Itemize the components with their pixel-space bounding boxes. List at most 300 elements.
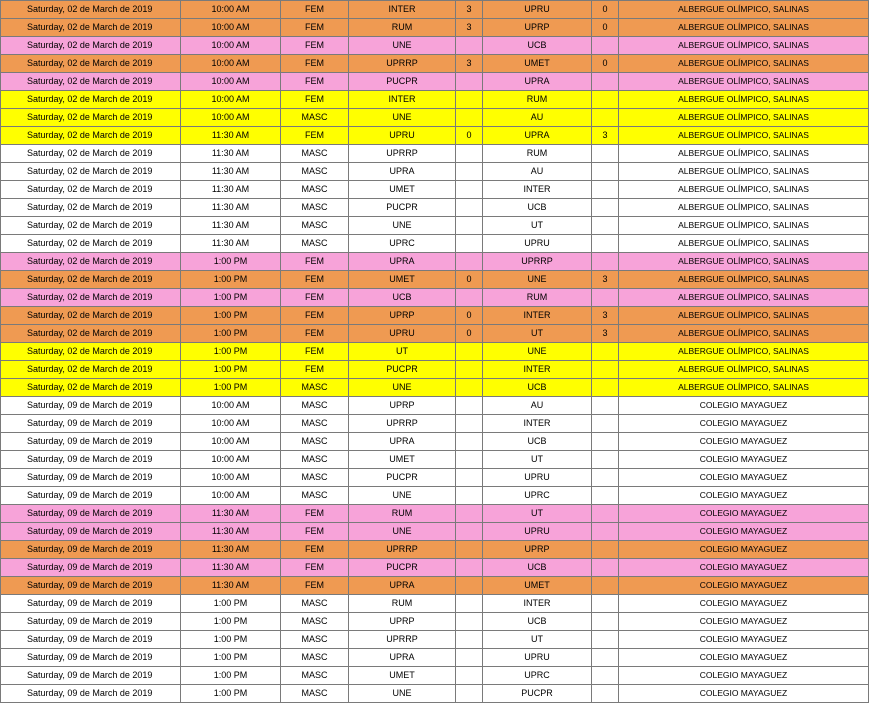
away-team-cell[interactable]: UPRC [483,667,592,685]
home-score-cell[interactable] [456,361,483,379]
home-team-cell[interactable]: UPRA [349,433,456,451]
date-cell[interactable]: Saturday, 02 de March de 2019 [1,325,181,343]
date-cell[interactable]: Saturday, 02 de March de 2019 [1,73,181,91]
date-cell[interactable]: Saturday, 09 de March de 2019 [1,487,181,505]
home-score-cell[interactable] [456,595,483,613]
time-cell[interactable]: 11:30 AM [181,559,281,577]
venue-cell[interactable]: COLEGIO MAYAGUEZ [619,541,869,559]
away-team-cell[interactable]: UT [483,451,592,469]
date-cell[interactable]: Saturday, 02 de March de 2019 [1,181,181,199]
gender-cell[interactable]: MASC [281,631,349,649]
home-score-cell[interactable]: 3 [456,1,483,19]
venue-cell[interactable]: ALBERGUE OLÍMPICO, SALINAS [619,199,869,217]
home-score-cell[interactable] [456,73,483,91]
gender-cell[interactable]: MASC [281,469,349,487]
time-cell[interactable]: 11:30 AM [181,217,281,235]
away-team-cell[interactable]: INTER [483,181,592,199]
venue-cell[interactable]: COLEGIO MAYAGUEZ [619,649,869,667]
home-score-cell[interactable] [456,559,483,577]
home-team-cell[interactable]: PUCPR [349,559,456,577]
home-team-cell[interactable]: RUM [349,505,456,523]
gender-cell[interactable]: MASC [281,199,349,217]
venue-cell[interactable]: ALBERGUE OLÍMPICO, SALINAS [619,271,869,289]
gender-cell[interactable]: FEM [281,37,349,55]
venue-cell[interactable]: COLEGIO MAYAGUEZ [619,487,869,505]
away-team-cell[interactable]: UPRU [483,1,592,19]
away-score-cell[interactable] [592,181,619,199]
date-cell[interactable]: Saturday, 09 de March de 2019 [1,505,181,523]
away-team-cell[interactable]: UPRP [483,541,592,559]
venue-cell[interactable]: COLEGIO MAYAGUEZ [619,433,869,451]
away-score-cell[interactable] [592,505,619,523]
time-cell[interactable]: 11:30 AM [181,505,281,523]
home-team-cell[interactable]: UPRC [349,235,456,253]
home-score-cell[interactable]: 3 [456,19,483,37]
home-team-cell[interactable]: RUM [349,19,456,37]
venue-cell[interactable]: COLEGIO MAYAGUEZ [619,577,869,595]
away-score-cell[interactable] [592,523,619,541]
away-score-cell[interactable] [592,631,619,649]
date-cell[interactable]: Saturday, 02 de March de 2019 [1,199,181,217]
date-cell[interactable]: Saturday, 09 de March de 2019 [1,415,181,433]
home-score-cell[interactable] [456,523,483,541]
home-score-cell[interactable] [456,649,483,667]
gender-cell[interactable]: MASC [281,163,349,181]
time-cell[interactable]: 10:00 AM [181,451,281,469]
home-team-cell[interactable]: UNE [349,379,456,397]
away-score-cell[interactable]: 3 [592,127,619,145]
time-cell[interactable]: 1:00 PM [181,289,281,307]
gender-cell[interactable]: FEM [281,271,349,289]
away-team-cell[interactable]: AU [483,163,592,181]
date-cell[interactable]: Saturday, 09 de March de 2019 [1,631,181,649]
venue-cell[interactable]: COLEGIO MAYAGUEZ [619,451,869,469]
away-score-cell[interactable] [592,109,619,127]
time-cell[interactable]: 10:00 AM [181,415,281,433]
home-team-cell[interactable]: UPRRP [349,631,456,649]
home-score-cell[interactable] [456,235,483,253]
home-score-cell[interactable] [456,181,483,199]
venue-cell[interactable]: ALBERGUE OLÍMPICO, SALINAS [619,145,869,163]
home-team-cell[interactable]: UPRRP [349,55,456,73]
away-team-cell[interactable]: UCB [483,37,592,55]
time-cell[interactable]: 1:00 PM [181,685,281,703]
date-cell[interactable]: Saturday, 09 de March de 2019 [1,469,181,487]
home-score-cell[interactable]: 0 [456,127,483,145]
away-team-cell[interactable]: RUM [483,289,592,307]
home-score-cell[interactable] [456,685,483,703]
time-cell[interactable]: 11:30 AM [181,541,281,559]
home-score-cell[interactable]: 0 [456,307,483,325]
venue-cell[interactable]: ALBERGUE OLÍMPICO, SALINAS [619,127,869,145]
home-team-cell[interactable]: UPRA [349,253,456,271]
gender-cell[interactable]: FEM [281,325,349,343]
away-score-cell[interactable] [592,361,619,379]
away-team-cell[interactable]: UPRU [483,235,592,253]
home-team-cell[interactable]: INTER [349,1,456,19]
date-cell[interactable]: Saturday, 09 de March de 2019 [1,613,181,631]
away-score-cell[interactable] [592,451,619,469]
gender-cell[interactable]: MASC [281,397,349,415]
away-score-cell[interactable] [592,253,619,271]
venue-cell[interactable]: COLEGIO MAYAGUEZ [619,595,869,613]
away-team-cell[interactable]: UMET [483,577,592,595]
time-cell[interactable]: 1:00 PM [181,667,281,685]
gender-cell[interactable]: FEM [281,523,349,541]
away-score-cell[interactable] [592,649,619,667]
away-score-cell[interactable] [592,559,619,577]
home-score-cell[interactable] [456,415,483,433]
away-score-cell[interactable]: 3 [592,325,619,343]
venue-cell[interactable]: ALBERGUE OLÍMPICO, SALINAS [619,73,869,91]
time-cell[interactable]: 11:30 AM [181,199,281,217]
away-team-cell[interactable]: UNE [483,271,592,289]
away-team-cell[interactable]: UCB [483,199,592,217]
away-score-cell[interactable] [592,433,619,451]
gender-cell[interactable]: MASC [281,145,349,163]
date-cell[interactable]: Saturday, 02 de March de 2019 [1,19,181,37]
home-team-cell[interactable]: UT [349,343,456,361]
gender-cell[interactable]: FEM [281,91,349,109]
home-team-cell[interactable]: UPRA [349,649,456,667]
away-score-cell[interactable] [592,595,619,613]
date-cell[interactable]: Saturday, 09 de March de 2019 [1,397,181,415]
away-team-cell[interactable]: UCB [483,433,592,451]
away-score-cell[interactable] [592,397,619,415]
home-team-cell[interactable]: UNE [349,109,456,127]
gender-cell[interactable]: FEM [281,361,349,379]
away-score-cell[interactable] [592,37,619,55]
gender-cell[interactable]: FEM [281,541,349,559]
away-team-cell[interactable]: UMET [483,55,592,73]
home-team-cell[interactable]: UMET [349,271,456,289]
venue-cell[interactable]: ALBERGUE OLÍMPICO, SALINAS [619,19,869,37]
away-score-cell[interactable] [592,217,619,235]
gender-cell[interactable]: MASC [281,451,349,469]
time-cell[interactable]: 10:00 AM [181,19,281,37]
date-cell[interactable]: Saturday, 02 de March de 2019 [1,127,181,145]
venue-cell[interactable]: ALBERGUE OLÍMPICO, SALINAS [619,217,869,235]
gender-cell[interactable]: FEM [281,559,349,577]
home-score-cell[interactable]: 0 [456,325,483,343]
time-cell[interactable]: 1:00 PM [181,631,281,649]
home-score-cell[interactable]: 0 [456,271,483,289]
time-cell[interactable]: 10:00 AM [181,109,281,127]
home-score-cell[interactable] [456,217,483,235]
gender-cell[interactable]: FEM [281,289,349,307]
home-score-cell[interactable] [456,37,483,55]
away-score-cell[interactable] [592,343,619,361]
venue-cell[interactable]: ALBERGUE OLÍMPICO, SALINAS [619,37,869,55]
home-team-cell[interactable]: UNE [349,217,456,235]
gender-cell[interactable]: FEM [281,19,349,37]
time-cell[interactable]: 1:00 PM [181,379,281,397]
venue-cell[interactable]: ALBERGUE OLÍMPICO, SALINAS [619,1,869,19]
date-cell[interactable]: Saturday, 02 de March de 2019 [1,1,181,19]
gender-cell[interactable]: MASC [281,415,349,433]
date-cell[interactable]: Saturday, 02 de March de 2019 [1,235,181,253]
away-team-cell[interactable]: PUCPR [483,685,592,703]
time-cell[interactable]: 10:00 AM [181,469,281,487]
away-team-cell[interactable]: UCB [483,613,592,631]
home-team-cell[interactable]: UMET [349,451,456,469]
time-cell[interactable]: 11:30 AM [181,235,281,253]
date-cell[interactable]: Saturday, 02 de March de 2019 [1,343,181,361]
home-team-cell[interactable]: PUCPR [349,73,456,91]
gender-cell[interactable]: FEM [281,307,349,325]
home-team-cell[interactable]: UNE [349,37,456,55]
date-cell[interactable]: Saturday, 02 de March de 2019 [1,271,181,289]
time-cell[interactable]: 1:00 PM [181,307,281,325]
time-cell[interactable]: 10:00 AM [181,73,281,91]
home-team-cell[interactable]: PUCPR [349,199,456,217]
home-team-cell[interactable]: UPRA [349,577,456,595]
home-score-cell[interactable] [456,451,483,469]
gender-cell[interactable]: MASC [281,613,349,631]
date-cell[interactable]: Saturday, 02 de March de 2019 [1,379,181,397]
gender-cell[interactable]: MASC [281,235,349,253]
venue-cell[interactable]: COLEGIO MAYAGUEZ [619,613,869,631]
venue-cell[interactable]: ALBERGUE OLÍMPICO, SALINAS [619,91,869,109]
time-cell[interactable]: 11:30 AM [181,163,281,181]
time-cell[interactable]: 10:00 AM [181,487,281,505]
away-score-cell[interactable] [592,487,619,505]
home-score-cell[interactable] [456,253,483,271]
away-score-cell[interactable] [592,469,619,487]
home-score-cell[interactable] [456,667,483,685]
venue-cell[interactable]: COLEGIO MAYAGUEZ [619,415,869,433]
away-score-cell[interactable] [592,685,619,703]
away-score-cell[interactable] [592,289,619,307]
date-cell[interactable]: Saturday, 09 de March de 2019 [1,685,181,703]
home-score-cell[interactable] [456,505,483,523]
away-team-cell[interactable]: INTER [483,595,592,613]
gender-cell[interactable]: FEM [281,73,349,91]
venue-cell[interactable]: ALBERGUE OLÍMPICO, SALINAS [619,343,869,361]
home-score-cell[interactable] [456,487,483,505]
home-team-cell[interactable]: PUCPR [349,361,456,379]
time-cell[interactable]: 10:00 AM [181,397,281,415]
time-cell[interactable]: 1:00 PM [181,361,281,379]
date-cell[interactable]: Saturday, 02 de March de 2019 [1,289,181,307]
away-team-cell[interactable]: UPRU [483,649,592,667]
time-cell[interactable]: 11:30 AM [181,523,281,541]
gender-cell[interactable]: MASC [281,487,349,505]
time-cell[interactable]: 1:00 PM [181,649,281,667]
home-score-cell[interactable] [456,109,483,127]
venue-cell[interactable]: ALBERGUE OLÍMPICO, SALINAS [619,253,869,271]
home-team-cell[interactable]: UMET [349,181,456,199]
date-cell[interactable]: Saturday, 02 de March de 2019 [1,91,181,109]
gender-cell[interactable]: FEM [281,1,349,19]
home-team-cell[interactable]: UNE [349,487,456,505]
venue-cell[interactable]: COLEGIO MAYAGUEZ [619,559,869,577]
home-score-cell[interactable] [456,541,483,559]
venue-cell[interactable]: ALBERGUE OLÍMPICO, SALINAS [619,289,869,307]
home-team-cell[interactable]: UPRP [349,613,456,631]
venue-cell[interactable]: ALBERGUE OLÍMPICO, SALINAS [619,235,869,253]
gender-cell[interactable]: MASC [281,667,349,685]
date-cell[interactable]: Saturday, 02 de March de 2019 [1,307,181,325]
date-cell[interactable]: Saturday, 09 de March de 2019 [1,595,181,613]
home-score-cell[interactable]: 3 [456,55,483,73]
gender-cell[interactable]: FEM [281,577,349,595]
home-score-cell[interactable] [456,433,483,451]
away-team-cell[interactable]: UT [483,631,592,649]
date-cell[interactable]: Saturday, 02 de March de 2019 [1,217,181,235]
away-team-cell[interactable]: UT [483,217,592,235]
home-score-cell[interactable] [456,289,483,307]
away-score-cell[interactable] [592,577,619,595]
away-team-cell[interactable]: AU [483,109,592,127]
away-team-cell[interactable]: UCB [483,559,592,577]
home-score-cell[interactable] [456,397,483,415]
gender-cell[interactable]: FEM [281,55,349,73]
gender-cell[interactable]: FEM [281,505,349,523]
time-cell[interactable]: 1:00 PM [181,325,281,343]
away-score-cell[interactable]: 0 [592,55,619,73]
venue-cell[interactable]: COLEGIO MAYAGUEZ [619,685,869,703]
time-cell[interactable]: 1:00 PM [181,595,281,613]
away-score-cell[interactable] [592,379,619,397]
away-team-cell[interactable]: UPRU [483,469,592,487]
venue-cell[interactable]: ALBERGUE OLÍMPICO, SALINAS [619,55,869,73]
venue-cell[interactable]: ALBERGUE OLÍMPICO, SALINAS [619,181,869,199]
time-cell[interactable]: 1:00 PM [181,271,281,289]
venue-cell[interactable]: ALBERGUE OLÍMPICO, SALINAS [619,307,869,325]
home-team-cell[interactable]: UPRU [349,127,456,145]
gender-cell[interactable]: FEM [281,127,349,145]
away-team-cell[interactable]: UPRA [483,127,592,145]
away-score-cell[interactable] [592,613,619,631]
home-team-cell[interactable]: INTER [349,91,456,109]
away-score-cell[interactable] [592,541,619,559]
gender-cell[interactable]: MASC [281,685,349,703]
date-cell[interactable]: Saturday, 02 de March de 2019 [1,109,181,127]
date-cell[interactable]: Saturday, 09 de March de 2019 [1,541,181,559]
home-team-cell[interactable]: UPRRP [349,541,456,559]
away-team-cell[interactable]: UPRRP [483,253,592,271]
home-team-cell[interactable]: UMET [349,667,456,685]
gender-cell[interactable]: FEM [281,253,349,271]
home-score-cell[interactable] [456,91,483,109]
away-team-cell[interactable]: INTER [483,361,592,379]
home-score-cell[interactable] [456,469,483,487]
venue-cell[interactable]: COLEGIO MAYAGUEZ [619,667,869,685]
home-score-cell[interactable] [456,613,483,631]
away-score-cell[interactable] [592,667,619,685]
away-team-cell[interactable]: INTER [483,307,592,325]
away-team-cell[interactable]: UT [483,325,592,343]
venue-cell[interactable]: COLEGIO MAYAGUEZ [619,397,869,415]
away-score-cell[interactable] [592,163,619,181]
time-cell[interactable]: 10:00 AM [181,1,281,19]
date-cell[interactable]: Saturday, 02 de March de 2019 [1,361,181,379]
venue-cell[interactable]: COLEGIO MAYAGUEZ [619,631,869,649]
gender-cell[interactable]: MASC [281,181,349,199]
time-cell[interactable]: 1:00 PM [181,253,281,271]
venue-cell[interactable]: COLEGIO MAYAGUEZ [619,469,869,487]
date-cell[interactable]: Saturday, 09 de March de 2019 [1,559,181,577]
gender-cell[interactable]: FEM [281,343,349,361]
away-team-cell[interactable]: RUM [483,91,592,109]
away-team-cell[interactable]: UCB [483,379,592,397]
away-score-cell[interactable] [592,73,619,91]
home-team-cell[interactable]: UNE [349,523,456,541]
date-cell[interactable]: Saturday, 09 de March de 2019 [1,667,181,685]
home-score-cell[interactable] [456,145,483,163]
date-cell[interactable]: Saturday, 02 de March de 2019 [1,145,181,163]
venue-cell[interactable]: ALBERGUE OLÍMPICO, SALINAS [619,379,869,397]
time-cell[interactable]: 10:00 AM [181,55,281,73]
away-team-cell[interactable]: UPRP [483,19,592,37]
venue-cell[interactable]: ALBERGUE OLÍMPICO, SALINAS [619,361,869,379]
home-score-cell[interactable] [456,199,483,217]
away-score-cell[interactable] [592,199,619,217]
date-cell[interactable]: Saturday, 09 de March de 2019 [1,649,181,667]
home-team-cell[interactable]: UPRRP [349,415,456,433]
gender-cell[interactable]: MASC [281,379,349,397]
venue-cell[interactable]: COLEGIO MAYAGUEZ [619,523,869,541]
venue-cell[interactable]: ALBERGUE OLÍMPICO, SALINAS [619,163,869,181]
date-cell[interactable]: Saturday, 02 de March de 2019 [1,253,181,271]
home-team-cell[interactable]: UPRRP [349,145,456,163]
time-cell[interactable]: 11:30 AM [181,181,281,199]
gender-cell[interactable]: MASC [281,109,349,127]
time-cell[interactable]: 10:00 AM [181,91,281,109]
date-cell[interactable]: Saturday, 02 de March de 2019 [1,163,181,181]
home-team-cell[interactable]: RUM [349,595,456,613]
home-team-cell[interactable]: UPRP [349,397,456,415]
venue-cell[interactable]: COLEGIO MAYAGUEZ [619,505,869,523]
time-cell[interactable]: 10:00 AM [181,37,281,55]
time-cell[interactable]: 11:30 AM [181,127,281,145]
date-cell[interactable]: Saturday, 09 de March de 2019 [1,523,181,541]
home-team-cell[interactable]: UPRA [349,163,456,181]
time-cell[interactable]: 1:00 PM [181,343,281,361]
away-team-cell[interactable]: AU [483,397,592,415]
away-team-cell[interactable]: UNE [483,343,592,361]
time-cell[interactable]: 11:30 AM [181,577,281,595]
away-score-cell[interactable] [592,145,619,163]
away-team-cell[interactable]: INTER [483,415,592,433]
date-cell[interactable]: Saturday, 02 de March de 2019 [1,55,181,73]
gender-cell[interactable]: MASC [281,595,349,613]
home-team-cell[interactable]: UCB [349,289,456,307]
away-score-cell[interactable] [592,91,619,109]
away-score-cell[interactable]: 3 [592,307,619,325]
home-team-cell[interactable]: UPRU [349,325,456,343]
away-score-cell[interactable]: 0 [592,1,619,19]
away-team-cell[interactable]: UPRU [483,523,592,541]
gender-cell[interactable]: MASC [281,649,349,667]
away-team-cell[interactable]: UPRA [483,73,592,91]
gender-cell[interactable]: MASC [281,433,349,451]
venue-cell[interactable]: ALBERGUE OLÍMPICO, SALINAS [619,109,869,127]
home-score-cell[interactable] [456,631,483,649]
home-score-cell[interactable] [456,163,483,181]
venue-cell[interactable]: ALBERGUE OLÍMPICO, SALINAS [619,325,869,343]
away-team-cell[interactable]: RUM [483,145,592,163]
date-cell[interactable]: Saturday, 09 de March de 2019 [1,577,181,595]
away-team-cell[interactable]: UPRC [483,487,592,505]
away-score-cell[interactable] [592,235,619,253]
home-team-cell[interactable]: PUCPR [349,469,456,487]
home-score-cell[interactable] [456,343,483,361]
away-score-cell[interactable]: 3 [592,271,619,289]
date-cell[interactable]: Saturday, 09 de March de 2019 [1,451,181,469]
home-score-cell[interactable] [456,577,483,595]
